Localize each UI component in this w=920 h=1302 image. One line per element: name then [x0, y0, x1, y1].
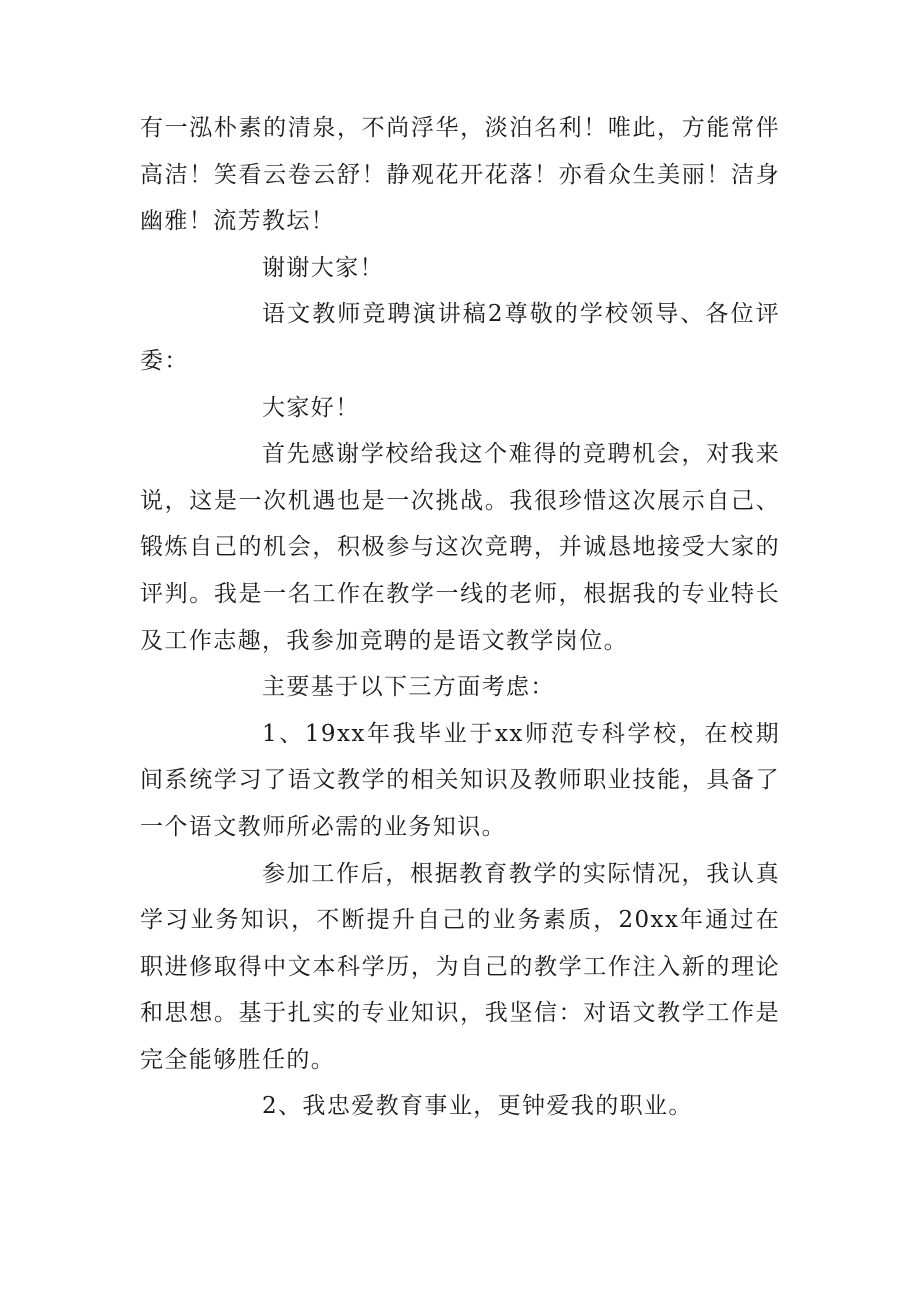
paragraph-closing-praise: 有一泓朴素的清泉，不尚浮华，淡泊名利！唯此，方能常伴高洁！笑看云卷云舒！静观花开花落！亦看众生美丽！洁身幽雅！流芳教坛！ — [140, 115, 780, 235]
paragraph-three-aspects: 主要基于以下三方面考虑： — [262, 674, 555, 701]
paragraph-point-one: 1、19xx年我毕业于xx师范专科学校，在校期间系统学习了语文教学的相关知识及教师职业技能，具备了一个语文教师所必需的业务知识。 — [140, 720, 780, 840]
paragraph-point-two: 2、我忠爱教育事业，更钟爱我的职业。 — [262, 1093, 693, 1120]
paragraph-work-experience: 参加工作后，根据教育教学的实际情况，我认真学习业务知识，不断提升自己的业务素质，20xx年通过在职进修取得中文本科学历，为自己的教学工作注入新的理论和思想。基于扎实的专业知识，我坚信：对语文教学工作是完全能够胜任的。 — [140, 860, 780, 1073]
paragraph-greeting: 大家好！ — [262, 394, 360, 421]
document-body — [140, 105, 780, 1130]
paragraph-introduction: 首先感谢学校给我这个难得的竞聘机会，对我来说，这是一次机遇也是一次挑战。我很珍惜这次展示自己、锻炼自己的机会，积极参与这次竞聘，并诚恳地接受大家的评判。我是一名工作在教学一线的老师，根据我的专业特长及工作志趣，我参加竞聘的是语文教学岗位。 — [140, 441, 780, 654]
paragraph-thanks: 谢谢大家！ — [262, 254, 384, 281]
paragraph-speech-title: 语文教师竞聘演讲稿2尊敬的学校领导、各位评委： — [140, 301, 780, 374]
